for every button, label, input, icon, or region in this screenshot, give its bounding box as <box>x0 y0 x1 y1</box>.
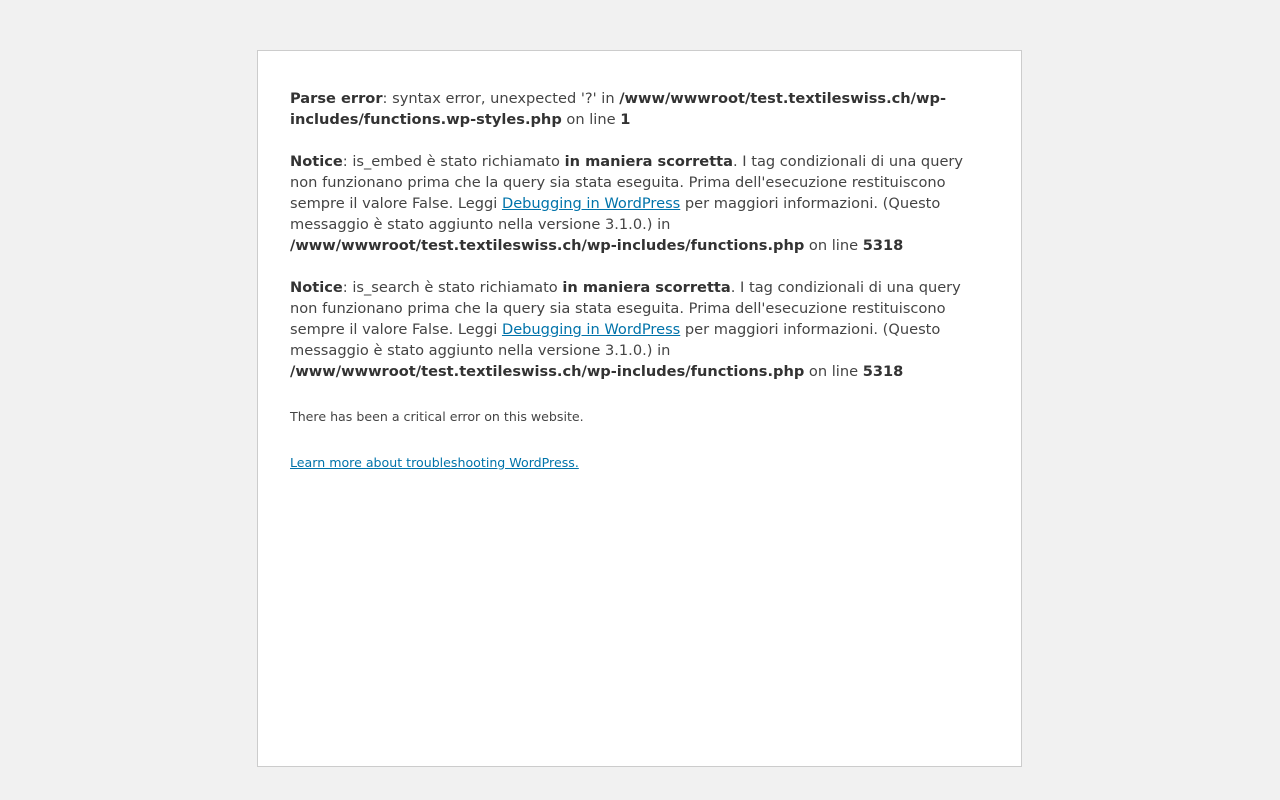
notice-embed-text3: per maggiori informazioni. (Questo messaggio è stato aggiunto nella versione 3.1.0.) in <box>290 195 941 233</box>
notice-search-label: Notice <box>290 279 343 296</box>
notice-embed-label: Notice <box>290 153 343 170</box>
notice-search-debugging-link[interactable]: Debugging in WordPress <box>501 321 681 338</box>
notice-search-message <box>290 277 989 382</box>
notice-search-emph: in maniera scorretta <box>562 279 731 296</box>
notice-search-text3: per maggiori informazioni. (Questo messaggio è stato aggiunto nella versione 3.1.0.) in <box>290 321 941 359</box>
learn-more-paragraph <box>290 454 989 472</box>
notice-search-online: on line <box>804 363 863 380</box>
parse-error-line: 1 <box>620 111 631 128</box>
notice-search-line: 5318 <box>862 363 904 380</box>
parse-error-label: Parse error <box>290 90 383 107</box>
notice-embed-online: on line <box>804 237 863 254</box>
critical-error-message: There has been a critical error on this website. <box>290 409 584 424</box>
notice-search-file: /www/wwwroot/test.textileswiss.ch/wp-includes/functions.php <box>290 363 805 380</box>
notice-embed-text1: : is_embed è stato richiamato <box>342 153 565 170</box>
notice-embed-text2: . I tag condizionali di una query non funzionano prima che la query sia stata eseguita. Prima dell'esecuzione restituiscono sempre il valore False. Leggi <box>290 153 964 212</box>
parse-error-message <box>290 88 989 130</box>
parse-error-online: on line <box>561 111 621 128</box>
notice-embed-file: /www/wwwroot/test.textileswiss.ch/wp-includes/functions.php <box>290 237 805 254</box>
error-panel <box>257 50 1022 767</box>
notice-embed-message <box>290 151 989 256</box>
notice-embed-line: 5318 <box>862 237 904 254</box>
notice-search-text2: . I tag condizionali di una query non funzionano prima che la query sia stata eseguita. Prima dell'esecuzione restituiscono sempre il valore False. Leggi <box>290 279 961 338</box>
parse-error-file: /www/wwwroot/test.textileswiss.ch/wp-includes/functions.wp-styles.php <box>290 90 947 128</box>
parse-error-text: : syntax error, unexpected '?' in <box>382 90 620 107</box>
notice-embed-debugging-link[interactable]: Debugging in WordPress <box>501 195 681 212</box>
notice-search-text1: : is_search è stato richiamato <box>342 279 563 296</box>
notice-embed-emph: in maniera scorretta <box>564 153 733 170</box>
troubleshooting-link[interactable]: Learn more about troubleshooting WordPress. <box>290 455 579 470</box>
